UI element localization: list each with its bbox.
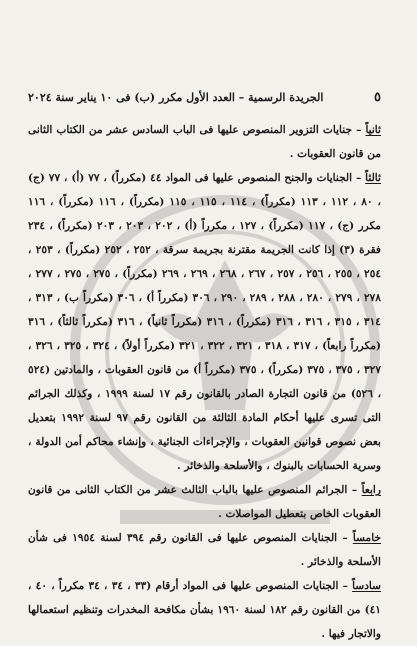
paragraph-text: – جنايات التزوير المنصوص عليها فى الباب السادس عشر من الكتاب الثانى من قانون العقوبات . (28, 124, 381, 160)
document-body (28, 118, 381, 646)
gazette-header-title: الجريدة الرسمية – العدد الأول مكرر (ب) فى ١٠ يناير سنة ٢٠٢٤ (28, 91, 324, 104)
paragraph-text: – الجنايات المنصوص عليها فى المواد أرقام (٣٣ ، ٣٤ ، ٣٤ مكرراً ، ٤٠ ، ٤١) من القانون رقم ١٨٢ لسنة ١٩٦٠ بشأن مكافحة المخدرات وتنظيم استعمالها والاتجار فيها . (28, 580, 381, 640)
paragraph-lead: سادساً (352, 580, 382, 592)
page-number: ٥ (374, 90, 381, 105)
paragraph-sixth (28, 574, 381, 646)
paragraph-lead: ثالثاً (365, 172, 381, 184)
page-header (28, 90, 381, 105)
paragraph-lead: رابعاً (361, 484, 381, 496)
paragraph-lead: خامساً (352, 532, 381, 544)
paragraph-lead: ثانياً (365, 124, 381, 136)
paragraph-text: – الجرائم المنصوص عليها بالباب الثالث عشر من الكتاب الثانى من قانون العقوبات الخاص بتعطيل المواصلات . (28, 484, 381, 520)
paragraph-fourth (28, 478, 381, 526)
paragraph-text: – الجنايات المنصوص عليها فى القانون رقم ٣٩٤ لسنة ١٩٥٤ فى شأن الأسلحة والذخائر . (28, 532, 381, 568)
paragraph-third (28, 166, 381, 478)
paragraph-text: – الجنايات والجنح المنصوص عليها فى المواد ٤٤ (مكرراً) ، ٧٧ (أ) ، ٧٧ (ج) ، ٨٠ ، ١١٢ ، ١١٣ (مكرراً) ، ١١٤ ، ١١٥ ، ١١٥ (مكرراً) ، ١١٦ (مكرراً) ، ١١٦ مكرر (ج) ، ١١٧ (مكرراً) ، ١٢٧ ، مكرراً (أ) ، ٢٠٢ ، ٢٠٣ ، ٢٠٣ (مكرراً) ، ٢٣٤ فقرة (٣) إذا كانت الجريمة مقترنة بجريمة سرقة ، ٢٥٢ ، ٢٥٢ (مكرراً) ، ٢٥٣ ، ٢٥٤ ، ٢٥٥ ، ٢٥٦ ، ٢٥٧ ، ٢٦٧ ، ٢٦٨ ، ٢٦٩ ، ٢٦٩ (مكرراً) ، ٢٧٥ ، ٢٧٥ ، ٢٧٧ ، ٢٧٨ ، ٢٧٩ ، ٢٨٠ ، ٢٨٨ ، ٢٨٩ ، ٢٩٠ ، ٣٠٦ (مكرراً أ) ، ٣٠٦ (مكرراً ب) ، ٣١٣ ، ٣١٤ ، ٣١٥ ، ٣١٦ ، ٣١٦ (مكرراً) ، ٣١٦ (مكرراً ثانياً) ، ٣١٦ (مكرراً ثالثاً) ، ٣١٦ (مكرراً رابعاً) ، ٣١٧ ، ٣١٨ ، ٣٢١ ، ٣٢٢ ، ٣٢١ (مكرراً أولاً) ، ٣٢٤ ، ٣٢٥ ، ٣٢٦ ، ٣٢٧ ، ٣٧٥ ، ٣٧٥ (مكرراً) ، ٣٧٥ (مكرراً أ) من قانون العقوبات ، والمادتين (٥٢٤ ، ٥٢٦) من قانون التجارة الصادر بالقانون رقم ١٧ لسنة ١٩٩٩ ، وكذلك الجرائم التى تسرى عليها أحكام المادة الثالثة من القانون رقم ٩٧ لسنة ١٩٩٢ بتعديل بعض نصوص قوانين العقوبات ، والإجراءات الجنائية ، وإنشاء محاكم أمن الدولة ، وسرية الحسابات بالبنوك ، والأسلحة والذخائر . (28, 172, 382, 472)
paragraph-fifth (28, 526, 381, 574)
paragraph-second (28, 118, 381, 166)
